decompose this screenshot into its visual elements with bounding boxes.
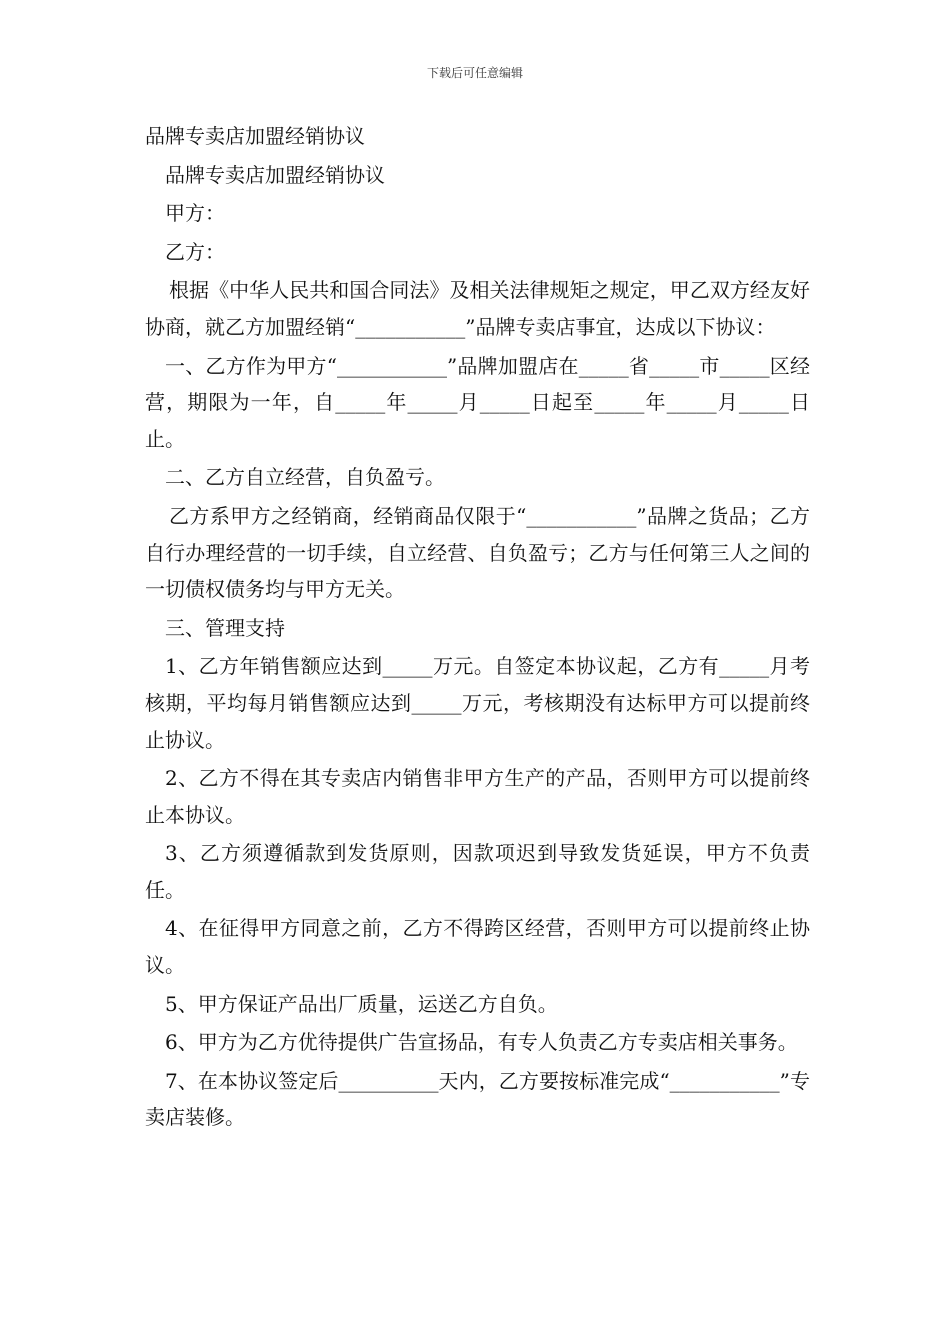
clause-3-item-1: 1、乙方年销售额应达到_____万元。自签定本协议起，乙方有_____月考核期，平均每月销售额应达到_____万元，考核期没有达标甲方可以提前终止协议。 — [145, 654, 810, 752]
clause-3-item-6: 6、甲方为乙方优待提供广告宣扬品，有专人负责乙方专卖店相关事务。 — [165, 1030, 798, 1055]
clause-1: 一、乙方作为甲方“___________”品牌加盟店在_____省_____市_____区经营，期限为一年，自_____年_____月_____日起至_____年_____月_____日止。 — [145, 353, 810, 451]
clause-3-item-5: 5、甲方保证产品出厂质量，运送乙方自负。 — [165, 991, 558, 1016]
intro-paragraph: 根据《中华人民共和国合同法》及相关法律规矩之规定，甲乙双方经友好协商，就乙方加盟经销“___________”品牌专卖店事宜，达成以下协议： — [145, 278, 810, 339]
document-subtitle: 品牌专卖店加盟经销协议 — [165, 162, 385, 187]
clause-3-title: 三、管理支持 — [165, 615, 285, 640]
document-body — [145, 118, 810, 1138]
page-header: 下载后可任意编辑 — [426, 66, 523, 80]
clause-2-title: 二、乙方自立经营，自负盈亏。 — [165, 465, 445, 490]
document-title: 品牌专卖店加盟经销协议 — [145, 124, 365, 148]
clause-3-item-4: 4、在征得甲方同意之前，乙方不得跨区经营，否则甲方可以提前终止协议。 — [145, 916, 810, 978]
clause-3-item-7: 7、在本协议签定后__________天内，乙方要按标准完成“___________”专卖店装修。 — [145, 1068, 810, 1130]
party-b-line: 乙方： — [165, 239, 225, 264]
party-a-line: 甲方： — [165, 201, 225, 226]
clause-2-body: 乙方系甲方之经销商，经销商品仅限于“___________”品牌之货品；乙方自行办理经营的一切手续，自立经营、自负盈亏；乙方与任何第三人之间的一切债权债务均与甲方无关。 — [145, 503, 810, 602]
clause-3-item-3: 3、乙方须遵循款到发货原则，因款项迟到导致发货延误，甲方不负责任。 — [145, 841, 810, 902]
clause-3-item-2: 2、乙方不得在其专卖店内销售非甲方生产的产品，否则甲方可以提前终止本协议。 — [145, 766, 810, 827]
